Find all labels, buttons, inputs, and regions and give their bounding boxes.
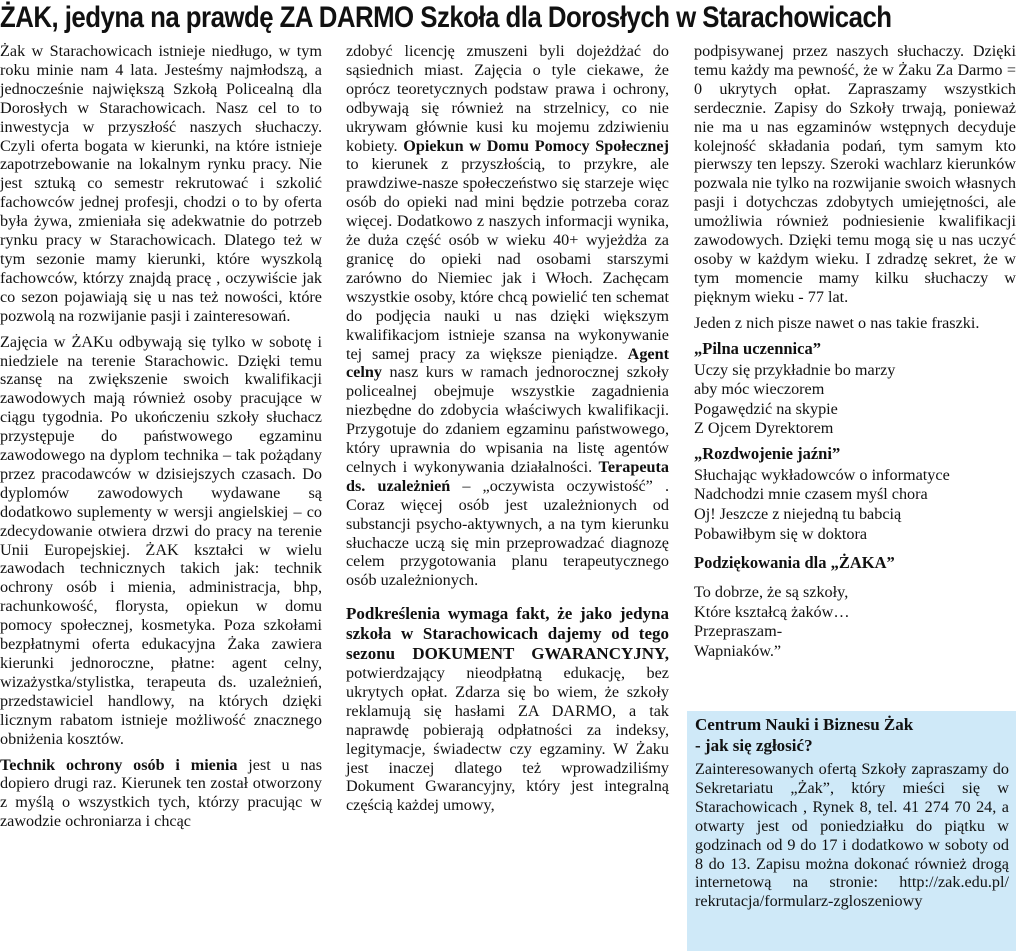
poem-line: Nadchodzi mnie czasem myśl chora bbox=[694, 485, 928, 504]
poem-line: Pogawędzić na skypie bbox=[694, 399, 838, 418]
poem-1-title: „Pilna uczennica” bbox=[694, 338, 821, 358]
article-headline: ŻAK, jedyna na prawdę ZA DARMO Szkoła dla Dorosłych w Starachowicach bbox=[0, 1, 892, 34]
guarantee-heading: Podkreślenia wymaga fakt, że jako jedyna szkoła w Starachowicach dajemy od tego sezonu DOKUMENT GWARANCYJNY, bbox=[346, 604, 669, 664]
poem-line: Oj! Jeszcze z niejedną tu babcią bbox=[694, 504, 902, 523]
contact-box-title-line-1: Centrum Nauki i Biznesu Żak bbox=[695, 715, 914, 734]
paragraph-classes: Zajęcia w ŻAKu odbywają się tylko w sobotę i niedziele na terenie Starachowic. Dzięki temu szansę na zwiększenie swoich kwalifikacji zawodowych mają również osoby pracujące w ciągu tygodnia. Po ukończeniu szkoły słuchacz przystępuje do państwowego egzaminu zawodowego na dyplom technika – tak pożądany przez pracodawców w dzisiejszych czasach. Do dyplomów zawodowych wydawane są dodatkowo suplementy w wersji angielskiej – co zdecydowanie otwiera drzwi do pracy na terenie Unii Europejskiej. ŻAK kształci w wielu zawodach technicznych takich jak: technik ochrony osób i mienia, administracja, bhp, rachunkowość, florysta, opiekun w domu pomocy społecznej, kosmetyka. Poza szkołami bezpłatnymi oferta edukacyjna Żaka zawiera kierunki jednoroczne, płatne: agent celny, wizażystka/stylistka, terapeuta ds. uzależnień, przedstawiciel handlowy, na których dzięki licznym rabatom istnieje możliwość znacznego obniżenia kosztów. bbox=[0, 332, 322, 748]
paragraph-courses bbox=[346, 42, 669, 590]
paragraph-intro: Żak w Starachowicach istnieje niedługo, w tym roku minie nam 4 lata. Jesteśmy najmłodszą, a jednocześnie największą Szkołą Policealną dla Dorosłych w Starachowicach. Nasz cel to to inwestycja w przyszłość naszych słuchaczy. Czyli oferta bogata w kierunki, na które istnieje zapotrzebowanie na lokalnym rynku pracy. Nie jest sztuką co semestr rekrutować i szkolić fachowców jednej profesji, chodzi o to by oferta była żywa, zmieniała się adekwatnie do potrzeb rynku pracy w Starachowicach. Dlatego też w tym sezonie mamy kierunki, które wyszkolą fachowców, którzy znajdą pracę , oczywiście jak co sezon pojawiają się u nas też nowości, które pozwolą na rozwijanie pasji i zainteresowań. bbox=[0, 42, 322, 325]
poem-line: To dobrze, że są szkoły, bbox=[694, 583, 849, 602]
poem-1 bbox=[694, 361, 1016, 439]
poem-line: Pobawiłbym się w doktora bbox=[694, 524, 868, 543]
poem-line: Słuchając wykładowców o informatyce bbox=[694, 465, 950, 484]
courses-text-4: – „oczywista oczywistość” . Coraz więcej osób jest uzależnionych od substancji psycho-aktywnych, a na tym kierunku słuchacze uczą się min przeprowadzać diagnozę celem przygotowania planu terapeutycznego osób uzależnionych. bbox=[346, 476, 669, 590]
poem-line: Z Ojcem Dyrektorem bbox=[694, 419, 834, 438]
poem-line: Które kształcą żaków… bbox=[694, 602, 850, 621]
security-technician-text: jest u nas dopiero drugi raz. Kierunek ten został otworzony z myślą o wszystkich tych, którzy pracując w zawodzie ochroniarza i chcąc bbox=[0, 755, 322, 831]
caregiver-heading: Opiekun w Domu Pomocy Społecznej bbox=[403, 136, 669, 155]
addiction-therapist-heading: Terapeuta ds. uzależnień bbox=[346, 457, 669, 495]
paragraph-epigrams-intro: Jeden z nich pisze nawet o nas takie fraszki. bbox=[694, 313, 980, 332]
poem-2-title: „Rozdwojenie jaźni” bbox=[694, 443, 841, 463]
poem-3-title: Podziękowania dla „ŻAKA” bbox=[694, 553, 895, 573]
poem-3 bbox=[694, 583, 1016, 661]
paragraph-security-technician bbox=[0, 756, 322, 832]
column-2 bbox=[346, 42, 669, 822]
contact-box-body: Zainteresowanych ofertą Szkoły zapraszamy do Sekretariatu „Żak”, który mieści się w Starachowicach , Rynek 8, tel. 41 274 70 24, a otwarty jest od poniedziałku do piątku w godzinach od 9 do 17 i dodatkowo w soboty od 8 do 13. Zapisu można dokonać również drogą internetową na stronie: http://zak.edu.pl/ rekrutacja/formularz-zgloszeniowy bbox=[695, 760, 1009, 911]
poem-line: Przepraszam- bbox=[694, 622, 783, 641]
courses-text-2: to kierunek z przyszłością, to przykre, ale prawdziwe-nasze społeczeństwo się starzeje więc osób do opieki nad mini będzie potrzeba coraz więcej. Dodatkowo z naszych informacji wynika, że duża część osób w wieku 40+ wyjeżdża za granicę do opieki nad osobami starszymi zarówno do Niemiec jak i Włoch. Zachęcam wszystkie osoby, które chcą powielić ten schemat do podjęcia nauki u nas dzięki większym kwalifikacjom istnieje szansa na wykonywanie tej samej pracy za większe pieniądze. bbox=[346, 155, 669, 363]
poem-line: Wapniaków.” bbox=[694, 641, 782, 660]
contact-info-box bbox=[687, 711, 1016, 951]
customs-agent-heading: Agent celny bbox=[346, 344, 669, 382]
column-3 bbox=[694, 42, 1016, 667]
contact-box-title-line-2: - jak się zgłosić? bbox=[695, 736, 813, 755]
contact-box-title bbox=[695, 714, 1009, 756]
poem-line: aby móc wieczorem bbox=[694, 380, 825, 399]
guarantee-text: potwierdzający nieodpłatną edukację, bez ukrytych opłat. Zdarza się bo wiem, że szkoły reklamują się hasłami ZA DARMO, a tak naprawdę pobierają odpłatności za indeksy, legitymacje, świadectw czy egzaminy. W Żaku jest inaczej dlatego też wprowadziliśmy Dokument Gwarancyjny, który jest integralną częścią każdej umowy, bbox=[346, 664, 669, 815]
paragraph-guarantee bbox=[346, 604, 669, 815]
courses-text-3: nasz kurs w ramach jednorocznej szkoły policealnej obejmuje wszystkie zagadnienia niezbędne do zdobycia właściwych kwalifikacji. Przygotuje do zdaniem egzaminu państwowego, który uprawnia do wpisania na listę agentów celnych i wykonywania działalności. bbox=[346, 363, 669, 476]
poem-2 bbox=[694, 466, 1016, 544]
paragraph-enrollment: podpisywanej przez naszych słuchaczy. Dzięki temu każdy ma pewność, że w Żaku Za Darmo = 0 ukrytych opłat. Zapraszamy wszystkich serdecznie. Zapisy do Szkoły trwają, ponieważ nie ma u nas egzaminów wstępnych decyduje kolejność składania podań, tym samym kto pierwszy ten lepszy. Szeroki wachlarz kierunków pozwala nie tylko na rozwijanie swoich własnych pasji i dotychczas zdobytych umiejętności, ale umożliwia również podniesienie kwalifikacji zawodowych. Dzięki temu mogą się u nas uczyć osoby w każdym wieku. I zdradzę sekret, że w tym momencie mamy kilku słuchaczy w pięknym wieku - 77 lat. bbox=[694, 42, 1016, 306]
security-technician-heading: Technik ochrony osób i mienia bbox=[0, 755, 238, 774]
courses-text-1: zdobyć licencję zmuszeni byli dojeżdżać do sąsiednich miast. Zajęcia o tyle ciekawe, że oprócz teoretycznych podstaw prawa i ochrony, odbywają się również na strzelnicy, co nie ukrywam głównie kusi ku mojemu zdziwieniu kobiety. bbox=[346, 42, 669, 155]
poem-line: Uczy się przykładnie bo marzy bbox=[694, 360, 896, 379]
column-1 bbox=[0, 42, 322, 838]
